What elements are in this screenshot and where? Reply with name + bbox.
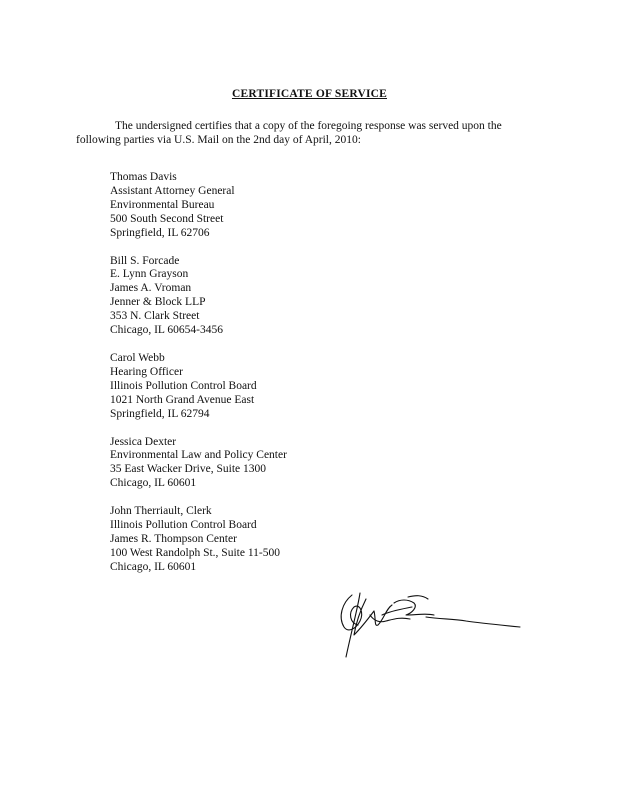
recipient-line: 500 South Second Street <box>110 212 224 225</box>
recipient-line: Jenner & Block LLP <box>110 296 206 309</box>
recipient-block <box>110 352 430 422</box>
recipient-line: 35 East Wacker Drive, Suite 1300 <box>110 463 266 476</box>
recipient-line: James A. Vroman <box>110 282 192 295</box>
recipient-line: John Therriault, Clerk <box>110 505 212 518</box>
recipient-line: Chicago, IL 60601 <box>110 560 197 573</box>
recipient-line: Hearing Officer <box>110 365 183 378</box>
recipient-block <box>110 255 430 338</box>
recipient-line: Springfield, IL 62794 <box>110 407 210 420</box>
recipient-line: Carol Webb <box>110 351 165 364</box>
recipient-line: Jessica Dexter <box>110 435 177 448</box>
recipient-line: Assistant Attorney General <box>110 184 235 197</box>
recipient-block <box>110 436 430 492</box>
recipient-line: 1021 North Grand Avenue East <box>110 393 255 406</box>
recipient-block <box>110 505 430 575</box>
handwritten-signature <box>330 585 530 665</box>
recipient-line: 353 N. Clark Street <box>110 310 200 323</box>
recipient-line: Environmental Bureau <box>110 198 215 211</box>
recipient-block <box>110 171 430 241</box>
recipient-line: E. Lynn Grayson <box>110 268 189 281</box>
certificate-title: CERTIFICATE OF SERVICE <box>231 88 388 100</box>
service-list <box>110 171 430 589</box>
recipient-line: Illinois Pollution Control Board <box>110 519 257 532</box>
recipient-line: Illinois Pollution Control Board <box>110 379 257 392</box>
recipient-line: Chicago, IL 60654-3456 <box>110 324 223 337</box>
recipient-line: Environmental Law and Policy Center <box>110 449 287 462</box>
recipient-line: Bill S. Forcade <box>110 254 180 267</box>
recipient-line: Springfield, IL 62706 <box>110 226 210 239</box>
recipient-line: 100 West Randolph St., Suite 11-500 <box>110 546 280 559</box>
recipient-line: Chicago, IL 60601 <box>110 477 197 490</box>
recipient-line: James R. Thompson Center <box>110 532 237 545</box>
recipient-line: Thomas Davis <box>110 171 177 183</box>
certification-statement: The undersigned certifies that a copy of the foregoing response was served upon the following parties via U.S. Mail on the 2nd day of April, 2010: <box>76 120 502 146</box>
